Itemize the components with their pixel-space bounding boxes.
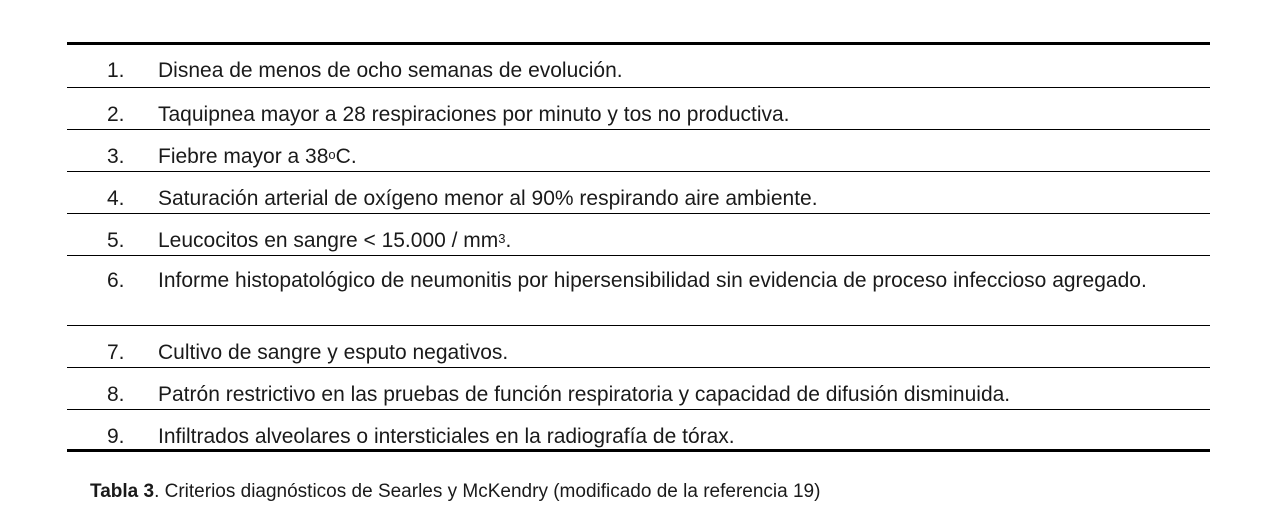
row-text-tail: .	[505, 229, 512, 252]
table-row	[67, 410, 1210, 452]
row-number: 8.	[107, 383, 125, 406]
row-number: 3.	[107, 145, 125, 168]
row-text: Informe histopatológico de neumonitis por hipersensibilidad sin evidencia de proceso infeccioso agregado.	[158, 269, 1147, 292]
row-number: 1.	[107, 59, 125, 82]
table-row	[67, 368, 1210, 410]
table-row	[67, 256, 1210, 326]
table-caption	[90, 480, 820, 504]
row-text: Saturación arterial de oxígeno menor al 90% respirando aire ambiente.	[158, 187, 818, 210]
row-text: Taquipnea mayor a 28 respiraciones por minuto y tos no productiva.	[158, 103, 790, 126]
criteria-table	[67, 42, 1210, 452]
table-row	[67, 214, 1210, 256]
row-text-main: Fiebre mayor a 38	[158, 145, 329, 168]
table-row	[67, 45, 1210, 88]
row-text	[158, 142, 1210, 171]
table-row	[67, 130, 1210, 172]
row-number: 2.	[107, 103, 125, 126]
row-text	[158, 226, 1210, 255]
row-text: Patrón restrictivo en las pruebas de función respiratoria y capacidad de difusión disminuida.	[158, 383, 1011, 406]
table-row	[67, 326, 1210, 368]
row-text: Infiltrados alveolares o intersticiales en la radiografía de tórax.	[158, 425, 735, 448]
row-number: 4.	[107, 187, 125, 210]
row-number: 7.	[107, 341, 125, 364]
caption-text: . Criterios diagnósticos de Searles y McKendry (modificado de la referencia 19)	[154, 481, 821, 502]
table-row	[67, 88, 1210, 130]
row-number: 9.	[107, 425, 125, 448]
row-number: 6.	[107, 269, 125, 292]
row-text: Disnea de menos de ocho semanas de evolución.	[158, 59, 623, 82]
table-row	[67, 172, 1210, 214]
cube-superscript: 3	[498, 231, 506, 246]
degree-superscript: o	[328, 147, 336, 162]
row-text: Cultivo de sangre y esputo negativos.	[158, 341, 509, 364]
row-number: 5.	[107, 229, 125, 252]
row-text-main: Leucocitos en sangre < 15.000 / mm	[158, 229, 499, 252]
caption-label: Tabla 3	[90, 481, 155, 502]
row-text-tail: C.	[335, 145, 357, 168]
